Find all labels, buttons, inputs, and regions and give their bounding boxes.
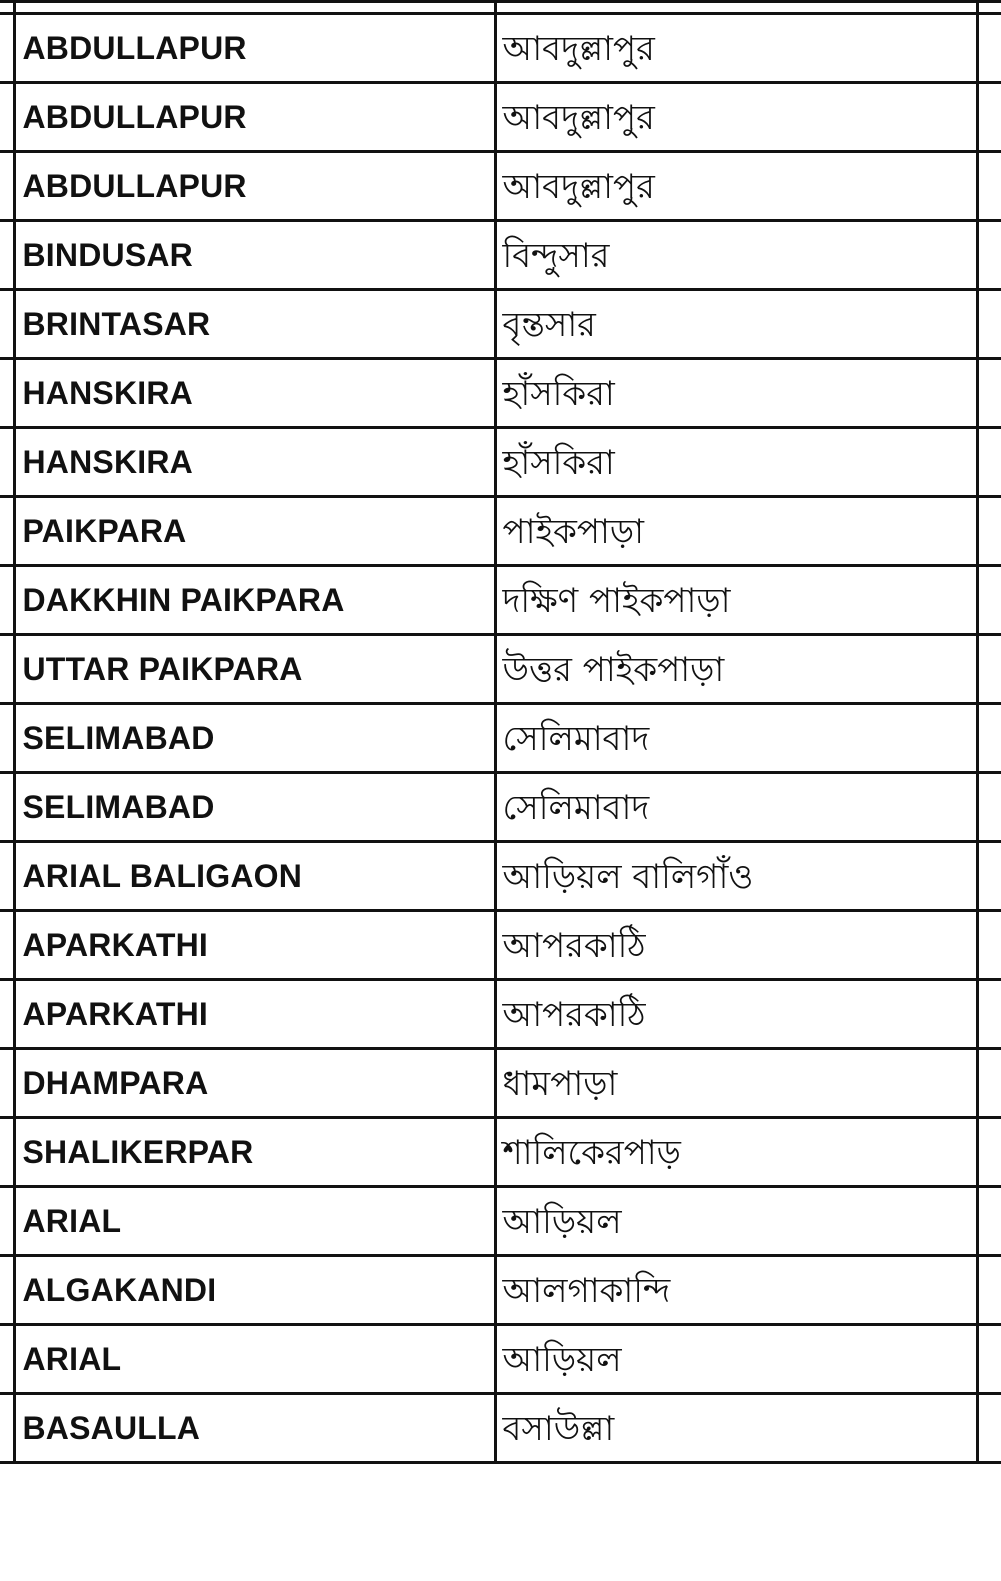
edge-cell (0, 428, 14, 497)
tail-cell (977, 704, 1001, 773)
bengali-name-cell: আপরকাঠি (495, 980, 977, 1049)
table-row (0, 14, 1001, 83)
table-row (0, 1187, 1001, 1256)
tail-cell (977, 980, 1001, 1049)
table-row (0, 842, 1001, 911)
edge-cell (0, 773, 14, 842)
tail-cell (977, 497, 1001, 566)
table-row (0, 221, 1001, 290)
english-name-cell: HANSKIRA (14, 428, 495, 497)
table-row (0, 1325, 1001, 1394)
tail-cell (977, 152, 1001, 221)
english-name-cell: SELIMABAD (14, 773, 495, 842)
english-name-cell: BINDUSAR (14, 221, 495, 290)
table-row (0, 290, 1001, 359)
english-name-cell: SHALIKERPAR (14, 1118, 495, 1187)
bengali-name-cell: হাঁসকিরা (495, 359, 977, 428)
english-name-cell: ALGAKANDI (14, 1256, 495, 1325)
table-row (0, 428, 1001, 497)
english-name-cell: BRINTASAR (14, 290, 495, 359)
tail-cell (977, 1049, 1001, 1118)
edge-cell (0, 83, 14, 152)
english-name-cell: HANSKIRA (14, 359, 495, 428)
bengali-name-cell: সেলিমাবাদ (495, 773, 977, 842)
table-row (0, 152, 1001, 221)
table-row (0, 359, 1001, 428)
tail-cell (977, 773, 1001, 842)
header-cell-english (14, 2, 495, 14)
edge-cell (0, 2, 14, 14)
table-row (0, 704, 1001, 773)
tail-cell (977, 911, 1001, 980)
table-row (0, 497, 1001, 566)
english-name-cell: DAKKHIN PAIKPARA (14, 566, 495, 635)
english-name-cell: APARKATHI (14, 980, 495, 1049)
table-body (0, 2, 1001, 1463)
table-row (0, 1118, 1001, 1187)
edge-cell (0, 635, 14, 704)
edge-cell (0, 911, 14, 980)
bengali-name-cell: বৃন্তসার (495, 290, 977, 359)
bengali-name-cell: বিন্দুসার (495, 221, 977, 290)
edge-cell (0, 1256, 14, 1325)
bengali-name-cell: আবদুল্লাপুর (495, 83, 977, 152)
table-row (0, 566, 1001, 635)
edge-cell (0, 1049, 14, 1118)
table-row (0, 773, 1001, 842)
table-row (0, 1256, 1001, 1325)
edge-cell (0, 1394, 14, 1463)
edge-cell (0, 359, 14, 428)
bengali-name-cell: দক্ষিণ পাইকপাড়া (495, 566, 977, 635)
english-name-cell: APARKATHI (14, 911, 495, 980)
edge-cell (0, 1118, 14, 1187)
tail-cell (977, 566, 1001, 635)
edge-cell (0, 152, 14, 221)
bengali-name-cell: আলগাকান্দি (495, 1256, 977, 1325)
bengali-name-cell: পাইকপাড়া (495, 497, 977, 566)
bengali-name-cell: সেলিমাবাদ (495, 704, 977, 773)
table-row (0, 83, 1001, 152)
edge-cell (0, 1187, 14, 1256)
edge-cell (0, 566, 14, 635)
bengali-name-cell: আড়িয়ল বালিগাঁও (495, 842, 977, 911)
english-name-cell: ARIAL (14, 1187, 495, 1256)
header-cell-bengali (495, 2, 977, 14)
bengali-name-cell: হাঁসকিরা (495, 428, 977, 497)
tail-cell (977, 2, 1001, 14)
table-row (0, 911, 1001, 980)
table-row (0, 1394, 1001, 1463)
bengali-name-cell: আপরকাঠি (495, 911, 977, 980)
bengali-name-cell: বসাউল্লা (495, 1394, 977, 1463)
tail-cell (977, 1187, 1001, 1256)
edge-cell (0, 1325, 14, 1394)
tail-cell (977, 1394, 1001, 1463)
tail-cell (977, 1118, 1001, 1187)
english-name-cell: SELIMABAD (14, 704, 495, 773)
header-row-cropped (0, 2, 1001, 14)
tail-cell (977, 842, 1001, 911)
edge-cell (0, 14, 14, 83)
bengali-name-cell: উত্তর পাইকপাড়া (495, 635, 977, 704)
bengali-name-cell: আড়িয়ল (495, 1187, 977, 1256)
tail-cell (977, 635, 1001, 704)
bengali-name-cell: আড়িয়ল (495, 1325, 977, 1394)
edge-cell (0, 980, 14, 1049)
tail-cell (977, 221, 1001, 290)
english-name-cell: ABDULLAPUR (14, 152, 495, 221)
tail-cell (977, 290, 1001, 359)
edge-cell (0, 497, 14, 566)
tail-cell (977, 1256, 1001, 1325)
tail-cell (977, 428, 1001, 497)
english-name-cell: UTTAR PAIKPARA (14, 635, 495, 704)
tail-cell (977, 1325, 1001, 1394)
english-name-cell: ARIAL BALIGAON (14, 842, 495, 911)
edge-cell (0, 842, 14, 911)
bengali-name-cell: শালিকেরপাড় (495, 1118, 977, 1187)
edge-cell (0, 221, 14, 290)
english-name-cell: ABDULLAPUR (14, 83, 495, 152)
english-name-cell: DHAMPARA (14, 1049, 495, 1118)
table-row (0, 635, 1001, 704)
bengali-name-cell: আবদুল্লাপুর (495, 14, 977, 83)
bengali-name-cell: ধামপাড়া (495, 1049, 977, 1118)
table-row (0, 1049, 1001, 1118)
bengali-name-cell: আবদুল্লাপুর (495, 152, 977, 221)
edge-cell (0, 704, 14, 773)
table-row (0, 980, 1001, 1049)
edge-cell (0, 290, 14, 359)
english-name-cell: ABDULLAPUR (14, 14, 495, 83)
tail-cell (977, 14, 1001, 83)
tail-cell (977, 359, 1001, 428)
english-name-cell: ARIAL (14, 1325, 495, 1394)
tail-cell (977, 83, 1001, 152)
english-name-cell: BASAULLA (14, 1394, 495, 1463)
english-name-cell: PAIKPARA (14, 497, 495, 566)
